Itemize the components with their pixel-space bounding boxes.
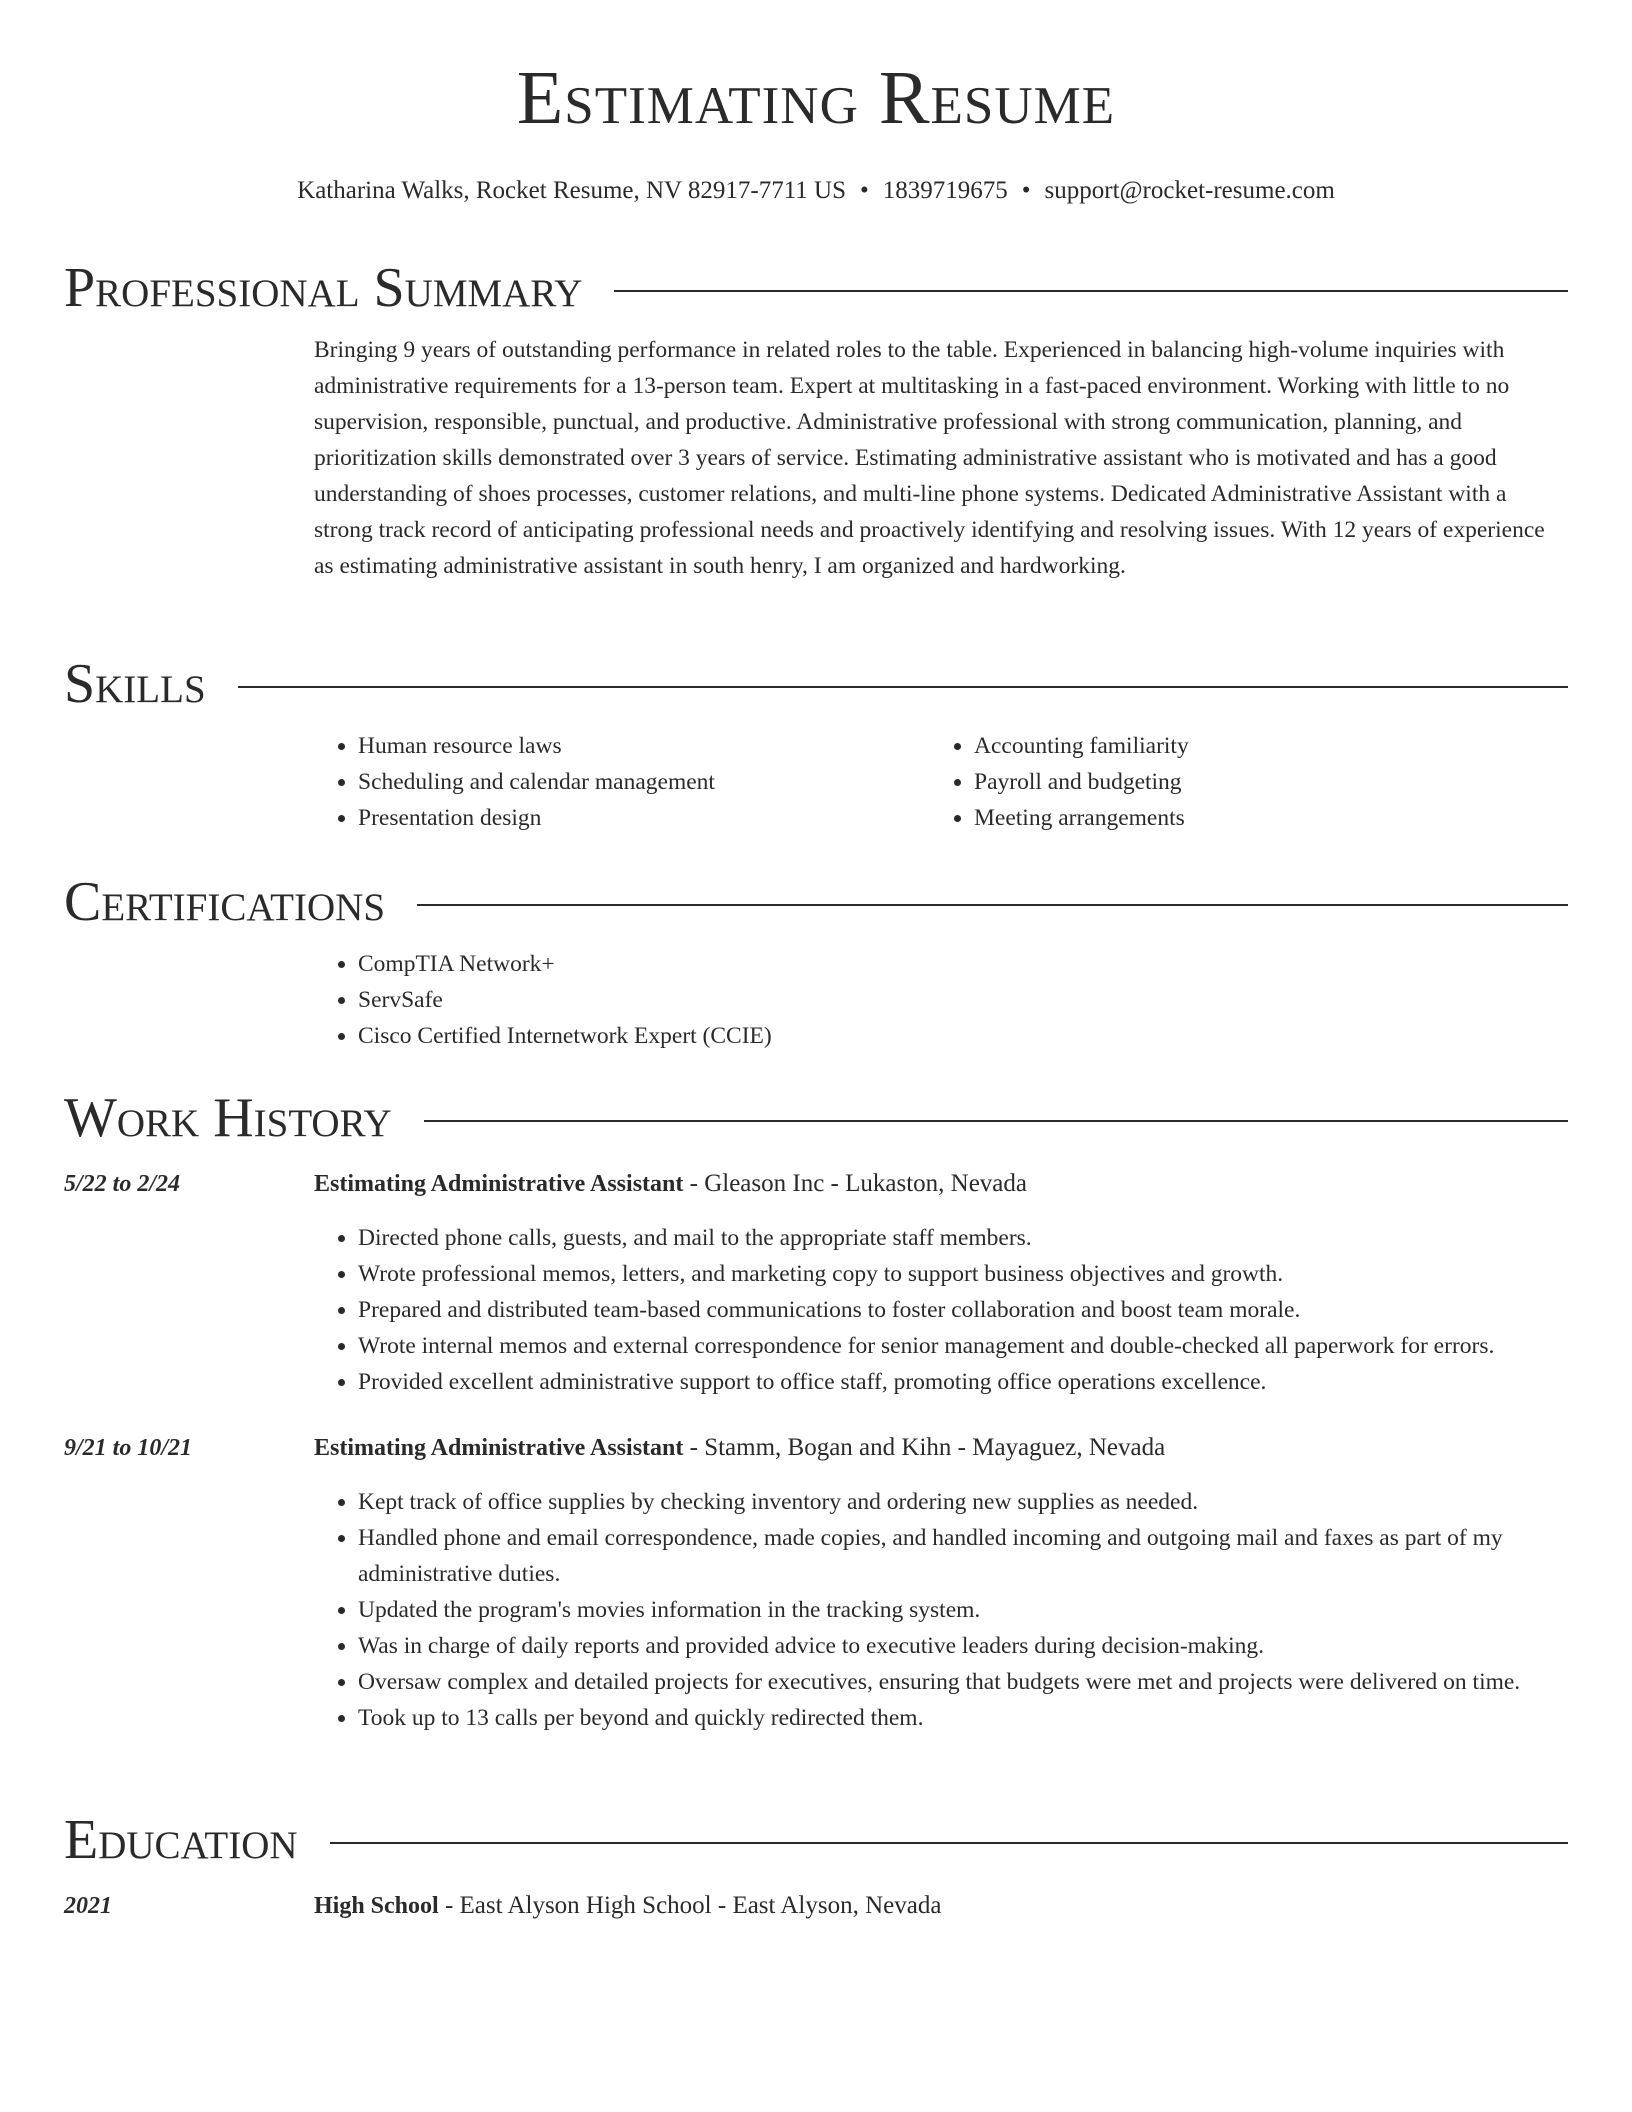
education-school: - East Alyson High School - East Alyson, Nevada xyxy=(438,1892,942,1919)
education-entry xyxy=(64,1888,1568,1924)
section-header xyxy=(64,654,1568,714)
summary-text: Bringing 9 years of outstanding performance in related roles to the table. Experienced in balancing high-volume inquiries with administrative requirements for a 13-person team. Expert at multitasking in a fast-paced environment. Working with little to no supervision, responsible, punctual, and productive. Administrative professional with strong communication, planning, and prioritization skills demonstrated over 3 years of service. Estimating administrative assistant who is motivated and has a good understanding of shoes processes, customer relations, and multi-line phone systems. Dedicated Administrative Assistant with a strong track record of anticipating professional needs and proactively identifying and resolving issues. With 12 years of experience as estimating administrative assistant in south henry, I am organized and hardworking. xyxy=(314,337,1545,579)
contact-address: Katharina Walks, Rocket Resume, NV 82917-7711 US xyxy=(297,177,846,204)
certification-item: • Cisco Certified Internetwork Expert (CCIE) xyxy=(358,1018,1568,1054)
certifications-body xyxy=(314,946,1568,1054)
contact-email: support@rocket-resume.com xyxy=(1044,177,1335,204)
section-header xyxy=(64,872,1568,932)
contact-line xyxy=(64,176,1568,206)
job-employer: - Gleason Inc - Lukaston, Nevada xyxy=(683,1170,1028,1197)
section-divider xyxy=(238,686,1568,688)
education-section xyxy=(64,1810,1568,1924)
contact-separator: • xyxy=(860,177,869,204)
skills-list-left xyxy=(314,728,930,836)
job-bullet: • Kept track of office supplies by checking inventory and ordering new supplies as needed. xyxy=(358,1484,1568,1520)
education-heading-line xyxy=(314,1888,1568,1924)
job-bullet: • Prepared and distributed team-based communications to foster collaboration and boost team morale. xyxy=(358,1292,1568,1328)
resume-title: Estimating Resume xyxy=(516,56,1116,140)
education-heading: Education xyxy=(64,1809,298,1871)
summary-section xyxy=(64,258,1568,584)
education-degree: High School xyxy=(314,1893,439,1919)
section-header xyxy=(64,258,1568,318)
certifications-heading: Certifications xyxy=(64,871,386,933)
skill-item: • Accounting familiarity xyxy=(974,728,1546,764)
skills-grid xyxy=(314,728,1568,836)
job-bullet: • Updated the program's movies information in the tracking system. xyxy=(358,1592,1568,1628)
job-bullet: • Oversaw complex and detailed projects for executives, ensuring that budgets were met and projects were delivered on time. xyxy=(358,1664,1568,1700)
section-divider xyxy=(424,1120,1568,1122)
certification-item: • CompTIA Network+ xyxy=(358,946,1568,982)
section-divider xyxy=(417,904,1568,906)
skill-item: • Presentation design xyxy=(358,800,930,836)
job-bullet: • Took up to 13 calls per beyond and quickly redirected them. xyxy=(358,1700,1568,1736)
certifications-list xyxy=(314,946,1568,1054)
section-divider xyxy=(614,290,1568,292)
summary-heading: Professional Summary xyxy=(64,257,583,319)
job-entry xyxy=(64,1166,1568,1400)
section-header xyxy=(64,1088,1568,1148)
education-year: 2021 xyxy=(64,1893,112,1919)
job-employer: - Stamm, Bogan and Kihn - Mayaguez, Nevada xyxy=(683,1434,1166,1461)
job-dates: 5/22 to 2/24 xyxy=(64,1171,181,1197)
job-bullets xyxy=(314,1220,1568,1400)
job-dates: 9/21 to 10/21 xyxy=(64,1435,193,1461)
certifications-section xyxy=(64,872,1568,1054)
certification-item: • ServSafe xyxy=(358,982,1568,1018)
job-title: Estimating Administrative Assistant xyxy=(314,1171,684,1197)
job-header xyxy=(64,1430,1568,1466)
job-bullet: • Wrote professional memos, letters, and marketing copy to support business objectives and growth. xyxy=(358,1256,1568,1292)
job-bullet: • Provided excellent administrative support to office staff, promoting office operations excellence. xyxy=(358,1364,1568,1400)
job-bullet: • Wrote internal memos and external correspondence for senior management and double-checked all paperwork for errors. xyxy=(358,1328,1568,1364)
work-history-heading: Work History xyxy=(64,1087,392,1149)
job-bullet: • Was in charge of daily reports and provided advice to executive leaders during decision-making. xyxy=(358,1628,1568,1664)
skills-list-right xyxy=(930,728,1546,836)
work-history-section xyxy=(64,1088,1568,1736)
skill-item: • Scheduling and calendar management xyxy=(358,764,930,800)
job-heading xyxy=(314,1166,1568,1202)
job-title: Estimating Administrative Assistant xyxy=(314,1435,684,1461)
section-divider xyxy=(330,1842,1568,1844)
job-bullet: • Directed phone calls, guests, and mail to the appropriate staff members. xyxy=(358,1220,1568,1256)
job-bullet: • Handled phone and email correspondence, made copies, and handled incoming and outgoing mail and faxes as part of my administrative duties. xyxy=(358,1520,1568,1592)
job-heading xyxy=(314,1430,1568,1466)
skill-item: • Meeting arrangements xyxy=(974,800,1546,836)
job-entry xyxy=(64,1430,1568,1736)
summary-body xyxy=(314,332,1568,584)
section-header xyxy=(64,1810,1568,1870)
contact-separator: • xyxy=(1021,177,1031,204)
job-header xyxy=(64,1166,1568,1202)
skill-item: • Payroll and budgeting xyxy=(974,764,1546,800)
contact-phone: 1839719675 xyxy=(882,177,1008,204)
skill-item: • Human resource laws xyxy=(358,728,930,764)
skills-heading: Skills xyxy=(64,653,206,715)
skills-section xyxy=(64,654,1568,836)
job-bullets xyxy=(314,1484,1568,1736)
skills-body xyxy=(314,728,1568,836)
